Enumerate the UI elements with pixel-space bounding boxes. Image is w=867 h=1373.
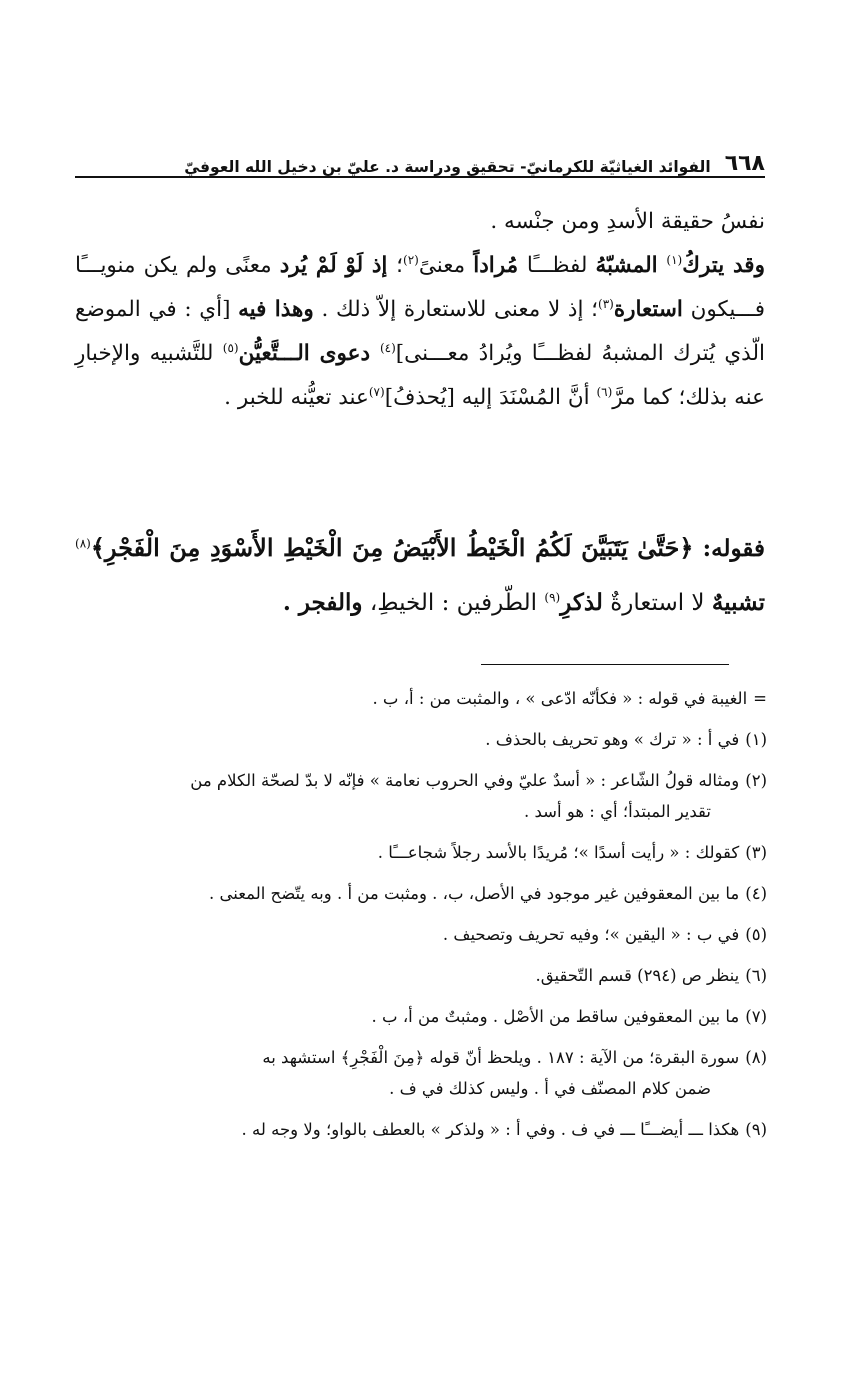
page-number: ٦٦٨ — [724, 151, 765, 176]
text-bold: مُراداً — [473, 253, 527, 278]
footnote — [75, 1042, 767, 1104]
text: للتَّشبيه والإخبارِ عنه بذلك؛ كما مرَّ — [75, 341, 765, 410]
footnote-number: (٣) — [745, 843, 767, 862]
footnote-ref-1: (١) — [666, 252, 683, 267]
footnote-ref-3: (٣) — [598, 296, 614, 311]
footnote-ref-9: (٩) — [544, 590, 561, 605]
footnote-text: ما بين المعقوفين ساقط من الأصْل . ومثبتٌ من أ، ب . — [371, 1007, 740, 1026]
text: ؛ إذ لا معنى للاستعارة إلاّ ذلك . — [313, 297, 598, 322]
footnote-ref-5: (٥) — [222, 340, 239, 355]
paragraph-3 — [75, 521, 765, 630]
footnote-ref-6: (٦) — [596, 384, 613, 399]
running-header — [75, 142, 765, 178]
footnote-text: في ب : « اليقين »؛ وفيه تحريف وتصحيف . — [442, 925, 740, 944]
text: معنىً — [418, 253, 474, 278]
text-bold: وقد يتركُ — [682, 253, 765, 278]
text: أنَّ المُسْنَدَ إليه [يُحذفُ] — [384, 385, 597, 410]
main-text — [75, 200, 765, 420]
footnote-number: (٩) — [745, 1120, 767, 1139]
footnote-ref-8: (٨) — [75, 536, 91, 551]
footnote-ref-7: (٧) — [368, 384, 385, 399]
text-bold: استعارة — [613, 297, 683, 322]
footnote — [75, 919, 767, 950]
footnote — [75, 1001, 767, 1032]
footnote — [75, 683, 767, 714]
text-bold: لذكرِ — [560, 589, 603, 616]
paragraph-1: نفسُ حقيقة الأسدِ ومن جنْسه . — [490, 209, 765, 234]
text: معنًى ولم يكن منويـــًا فـــيكون — [75, 253, 765, 322]
footnote-number: (٨) — [745, 1048, 767, 1067]
footnote — [75, 765, 767, 827]
verse-paragraph — [75, 521, 765, 630]
footnote-text-continued: تقدير المبتدأ؛ أي : هو أسد . — [524, 802, 711, 821]
footnote-ref-2: (٢) — [403, 252, 419, 267]
footnote — [75, 837, 767, 868]
text: الطّرفين : الخيطِ، — [362, 590, 545, 616]
text: ؛ — [396, 253, 403, 278]
paragraph-2 — [75, 244, 765, 420]
footnote-separator — [481, 664, 729, 665]
text-bold: فقوله: — [693, 535, 765, 562]
footnote-number: (٢) — [745, 771, 767, 790]
footnote-text: كقولك : « رأيت أسدًا »؛ مُريدًا بالأسد رجلاً شجاعـــًا . — [377, 843, 740, 862]
footnote-text: ومثاله قولُ الشّاعر : « أسدٌ عليّ وفي الحروب نعامة » فإنّه لا بدّ لصحّة الكلام من — [190, 771, 740, 790]
footnote-number: (٧) — [745, 1007, 767, 1026]
text-bold: وهذا فيه — [238, 297, 314, 322]
text-bold: إذ لَوْ لَمْ يُرد — [279, 253, 397, 278]
footnote-text: هكذا ـــ أيضـــًا ـــ في ف . وفي أ : « ولذكر » بالعطف بالواو؛ ولا وجه له . — [241, 1120, 740, 1139]
text: لا استعارةٌ — [602, 590, 712, 616]
text-bold: تشبيهٌ — [711, 589, 765, 616]
text-bold: دعوى الـــتَّعيُّن — [238, 341, 380, 366]
footnote — [75, 1114, 767, 1145]
footnote-text: سورة البقرة؛ من الآية : ١٨٧ . ويلحظ أنّ قوله ﴿مِنَ الْفَجْرِ﴾ استشهد به — [262, 1048, 740, 1067]
footnote-number: (٥) — [745, 925, 767, 944]
footnote-number: (١) — [745, 730, 767, 749]
text-bold: المشبّهُ — [595, 253, 667, 278]
footnote-text: الغيبة في قوله : « فكأنّه ادّعى » ، والمثبت من : أ، ب . — [372, 689, 748, 708]
text: عند تعيُّنه للخبر . — [224, 385, 369, 410]
footnote-number: (٤) — [745, 884, 767, 903]
footnote — [75, 878, 767, 909]
text-bold: والفجر . — [282, 589, 363, 616]
footnote-text-continued: ضمن كلام المصنّف في أ . وليس كذلك في ف . — [389, 1079, 711, 1098]
footnote-ref-4: (٤) — [379, 340, 396, 355]
footnote-number: (٦) — [745, 966, 767, 985]
footnotes — [75, 683, 767, 1155]
footnote-text: ما بين المعقوفين غير موجود في الأصل، ب، . ومثبت من أ . وبه يتّضح المعنى . — [208, 884, 740, 903]
text: لفظـــًا — [526, 253, 596, 278]
text: [أي : في الموضع الّذي يُترك المشبهُ لفظـــًا ويُرادُ معـــنى] — [75, 297, 765, 366]
footnote — [75, 724, 767, 755]
quran-verse: ﴿حَتَّىٰ يَتَبَيَّنَ لَكُمُ الْخَيْطُ الأَبْيَضُ مِنَ الْخَيْطِ الأَسْوَدِ مِنَ الْفَجْرِ﴾ — [90, 533, 694, 562]
footnote-text: ينظر ص (٢٩٤) قسم التّحقيق. — [535, 966, 740, 985]
footnote-text: في أ : « ترك » وهو تحريف بالحذف . — [485, 730, 740, 749]
running-title: الفوائد الغياثيّة للكرمانيّ- تحقيق ودراسة د. عليّ بن دخيل الله العوفيّ — [184, 158, 711, 176]
footnote-number: = — [753, 689, 767, 708]
footnote — [75, 960, 767, 991]
